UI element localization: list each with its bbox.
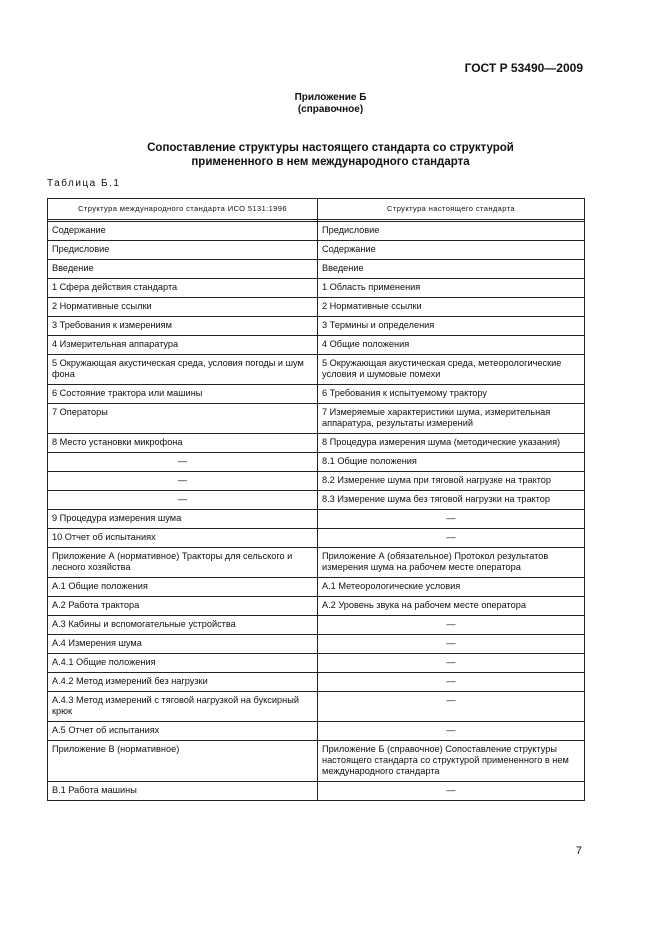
table-row [48, 241, 585, 260]
international-structure-cell: А.3 Кабины и вспомогательные устройства [48, 616, 318, 635]
international-structure-cell: А.2 Работа трактора [48, 597, 318, 616]
national-structure-cell: 8 Процедура измерения шума (методические указания) [318, 434, 585, 453]
international-structure-cell: 5 Окружающая акустическая среда, условия погоды и шум фона [48, 355, 318, 385]
table-row [48, 529, 585, 548]
international-structure-cell: Предисловие [48, 241, 318, 260]
national-structure-cell: — [318, 616, 585, 635]
header-national-structure: Структура настоящего стандарта [318, 199, 585, 220]
international-structure-cell: Введение [48, 260, 318, 279]
table-row [48, 434, 585, 453]
international-structure-cell: А.5 Отчет об испытаниях [48, 722, 318, 741]
header-international-structure: Структура международного стандарта ИСО 5131:1996 [48, 199, 318, 220]
international-structure-cell: — [48, 453, 318, 472]
international-structure-cell: 10 Отчет об испытаниях [48, 529, 318, 548]
international-structure-cell: А.4 Измерения шума [48, 635, 318, 654]
international-structure-cell: 3 Требования к измерениям [48, 317, 318, 336]
table-row [48, 472, 585, 491]
table-row [48, 782, 585, 801]
international-structure-cell: А.1 Общие положения [48, 578, 318, 597]
appendix-label: Приложение Б [294, 92, 367, 103]
international-structure-cell: 7 Операторы [48, 404, 318, 434]
table-row [48, 336, 585, 355]
national-structure-cell: 8.2 Измерение шума при тяговой нагрузке на трактор [318, 472, 585, 491]
international-structure-cell: А.4.1 Общие положения [48, 654, 318, 673]
appendix-heading [0, 92, 661, 116]
national-structure-cell: — [318, 635, 585, 654]
national-structure-cell: Предисловие [318, 222, 585, 241]
table-row [48, 635, 585, 654]
international-structure-cell: А.4.3 Метод измерений с тяговой нагрузкой на буксирный крюк [48, 692, 318, 722]
national-structure-cell: 5 Окружающая акустическая среда, метеорологические условия и шумовые помехи [318, 355, 585, 385]
table-row [48, 317, 585, 336]
international-structure-cell: А.4.2 Метод измерений без нагрузки [48, 673, 318, 692]
international-structure-cell: 4 Измерительная аппаратура [48, 336, 318, 355]
national-structure-cell: Содержание [318, 241, 585, 260]
international-structure-cell: Содержание [48, 222, 318, 241]
comparison-table [47, 198, 585, 801]
international-structure-cell: Приложение В (нормативное) [48, 741, 318, 782]
national-structure-cell: Введение [318, 260, 585, 279]
national-structure-cell: 2 Нормативные ссылки [318, 298, 585, 317]
national-structure-cell: — [318, 692, 585, 722]
national-structure-cell: А.2 Уровень звука на рабочем месте оператора [318, 597, 585, 616]
table-row [48, 355, 585, 385]
international-structure-cell: 6 Состояние трактора или машины [48, 385, 318, 404]
national-structure-cell: 8.3 Измерение шума без тяговой нагрузки на трактор [318, 491, 585, 510]
international-structure-cell: — [48, 472, 318, 491]
table-row [48, 279, 585, 298]
table-row [48, 673, 585, 692]
title-line-2: примененного в нем международного стандарта [191, 156, 470, 168]
national-structure-cell: 6 Требования к испытуемому трактору [318, 385, 585, 404]
national-structure-cell: — [318, 782, 585, 801]
national-structure-cell: — [318, 654, 585, 673]
national-structure-cell: 4 Общие положения [318, 336, 585, 355]
table-row [48, 491, 585, 510]
table-row [48, 385, 585, 404]
table-row [48, 404, 585, 434]
table-row [48, 548, 585, 578]
national-structure-cell: — [318, 510, 585, 529]
international-structure-cell: Приложение А (нормативное) Тракторы для сельского и лесного хозяйства [48, 548, 318, 578]
national-structure-cell: — [318, 529, 585, 548]
table-row [48, 222, 585, 241]
national-structure-cell: Приложение Б (справочное) Сопоставление структуры настоящего стандарта со структурой примененного в нем международного стандарта [318, 741, 585, 782]
international-structure-cell: 8 Место установки микрофона [48, 434, 318, 453]
international-structure-cell: 2 Нормативные ссылки [48, 298, 318, 317]
table-row [48, 692, 585, 722]
national-structure-cell: — [318, 673, 585, 692]
table-caption: Таблица Б.1 [47, 178, 121, 189]
international-structure-cell: 9 Процедура измерения шума [48, 510, 318, 529]
table-row [48, 578, 585, 597]
table-row [48, 654, 585, 673]
table-row [48, 741, 585, 782]
title-line-1: Сопоставление структуры настоящего стандарта со структурой [147, 142, 514, 154]
national-structure-cell: 7 Измеряемые характеристики шума, измерительная аппаратура, результаты измерений [318, 404, 585, 434]
table-row [48, 298, 585, 317]
table-row [48, 597, 585, 616]
international-structure-cell: В.1 Работа машины [48, 782, 318, 801]
table-header-row [48, 199, 585, 220]
appendix-status: (справочное) [297, 104, 364, 115]
table-row [48, 510, 585, 529]
international-structure-cell: — [48, 491, 318, 510]
national-structure-cell: А.1 Метеорологические условия [318, 578, 585, 597]
national-structure-cell: Приложение А (обязательное) Протокол результатов измерения шума на рабочем месте оператора [318, 548, 585, 578]
page-title [40, 141, 621, 169]
table-row [48, 616, 585, 635]
table-body [48, 222, 585, 801]
national-structure-cell: — [318, 722, 585, 741]
international-structure-cell: 1 Сфера действия стандарта [48, 279, 318, 298]
table-row [48, 260, 585, 279]
table-row [48, 453, 585, 472]
page-number: 7 [575, 845, 582, 857]
national-structure-cell: 3 Термины и определения [318, 317, 585, 336]
document-code: ГОСТ Р 53490—2009 [464, 61, 583, 75]
table-row [48, 722, 585, 741]
national-structure-cell: 8.1 Общие положения [318, 453, 585, 472]
national-structure-cell: 1 Область применения [318, 279, 585, 298]
